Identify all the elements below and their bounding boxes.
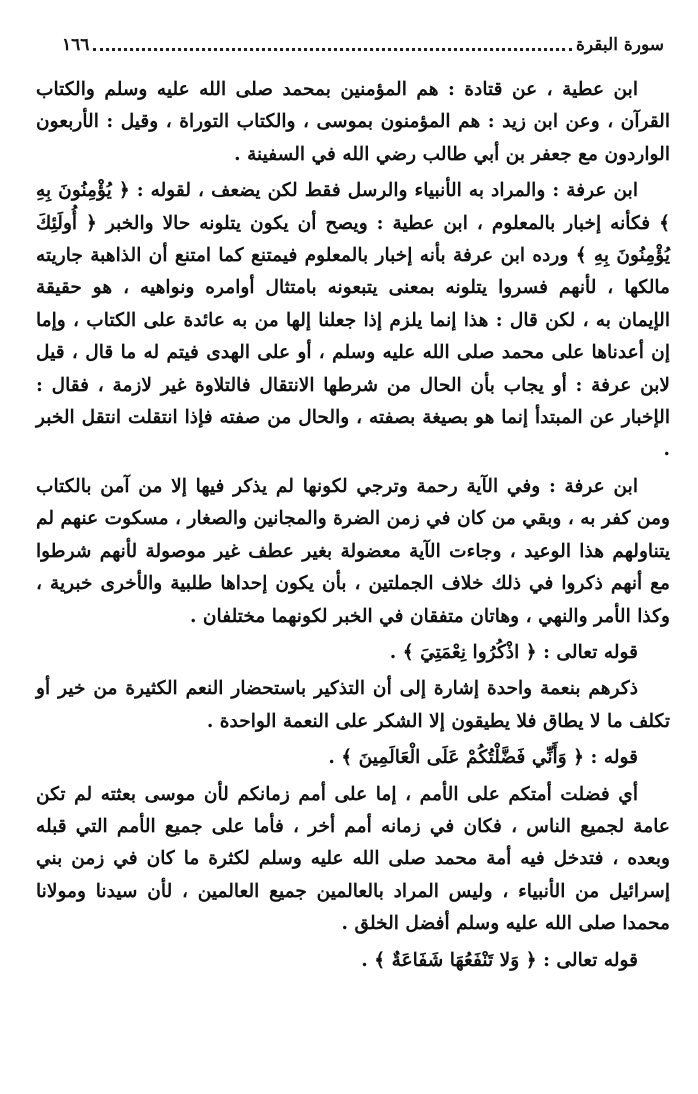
paragraph-ibn-arafa-prophets: ابن عرفة : والمراد به الأنبياء والرسل فقط لكن يضعف ، لقوله : ﴿ يُؤْمِنُونَ بِهِ ﴾ فكأنه إخبار بالمعلوم ، ابن عطية : ويصح أن يكون يتلونه حالا والخبر ﴿ أُولَئِكَ يُؤْمِنُونَ بِهِ ﴾ ورده ابن عرفة بأنه إخبار بالمعلوم فيمتنع كما امتنع أن الذاهبة جاريته مالكها ، لأنهم فسروا يتلونه بمعنى يتبعونه بامتثال أوامره ونواهيه ، هو حقيقة الإيمان به ، لكن قال : هذا إنما يلزم إذا جعلنا إلها من به عائدة على الكتاب ، وإما إن أعدناها على محمد صلى الله عليه وسلم ، أو على الهدى فيتم له ما قال ، قيل لابن عرفة : أو يجاب بأن الحال من شرطها الانتقال فالتلاوة غير لازمة ، فقال : الإخبار عن المبتدأ إنما هو بصيغة بصفته ، والحال من صفته فإذا انتقلت انتقل الخبر . xyxy=(36,180,670,461)
paragraph-ibn-atiyya-qatada: ابن عطية ، عن قتادة : هم المؤمنين بمحمد صلى الله عليه وسلم والكتاب القرآن ، وعن ابن زيد : هم المؤمنون بموسى ، والكتاب التوراة ، وقيل : الأربعون الواردون مع جعفر بن أبي طالب رضي الله في السفينة . xyxy=(36,79,670,165)
page-header xyxy=(56,30,670,60)
paragraph-one-blessing: ذكرهم بنعمة واحدة إشارة إلى أن التذكير باستحضار النعم الكثيرة من خير أو تكلف ما لا يطاق فلا يطيقون إلا الشكر على النعمة الواحدة . xyxy=(36,678,670,732)
paragraph-verse-remember-blessing: قوله تعالى : ﴿ اذْكُرُوا نِعْمَتِيَ ﴾ . xyxy=(389,641,638,663)
header-dotted-leader xyxy=(93,48,572,51)
paragraph-preferred-nations: أي فضلت أمتكم على الأمم ، إما على أمم زمانكم لأن موسى بعثته لم تكن عامة لجميع الناس ، فكان في زمانه أمم أخر ، فأما على جميع الأمم التي قبله وبعده ، فتدخل فيه أمة محمد صلى الله عليه وسلم لكثرة ما كان في زمن بني إسرائيل من الأنبياء ، وليس المراد بالعالمين جميع العالمين ، لأن سيدنا ومولانا محمدا صلى الله عليه وسلم أفضل الخلق . xyxy=(36,783,670,935)
paragraph-ibn-arafa-mercy: ابن عرفة : وفي الآية رحمة وترجي لكونها لم يذكر فيها إلا من آمن بالكتاب ومن كفر به ، وبقي من كان في زمن الضرة والمجانين والصغار ، مسكوت عنهم لم يتناولهم هذا الوعيد ، وجاءت الآية معضولة بغير عطف غير موصولة لأنهم شرطوا مع أنهم ذكروا في ذلك خلاف الجملتين ، بأن يكون إحداها طلبية والأخرى خبرية ، وكذا الأمر والنهي ، وهاتان متفقان في الخبر لكونهما مختلفان . xyxy=(36,475,670,627)
page-body xyxy=(36,74,670,981)
surah-title: سورة البقرة xyxy=(576,35,664,55)
page-number: ١٦٦ xyxy=(62,35,90,55)
paragraph-verse-preferred: قوله : ﴿ وَأَنِّي فَضَّلْتُكُمْ عَلَى الْعَالَمِينَ ﴾ . xyxy=(328,747,638,769)
paragraph-verse-intercession: قوله تعالى : ﴿ وَلا تَنْفَعُهَا شَفَاعَةٌ ﴾ . xyxy=(361,949,638,971)
